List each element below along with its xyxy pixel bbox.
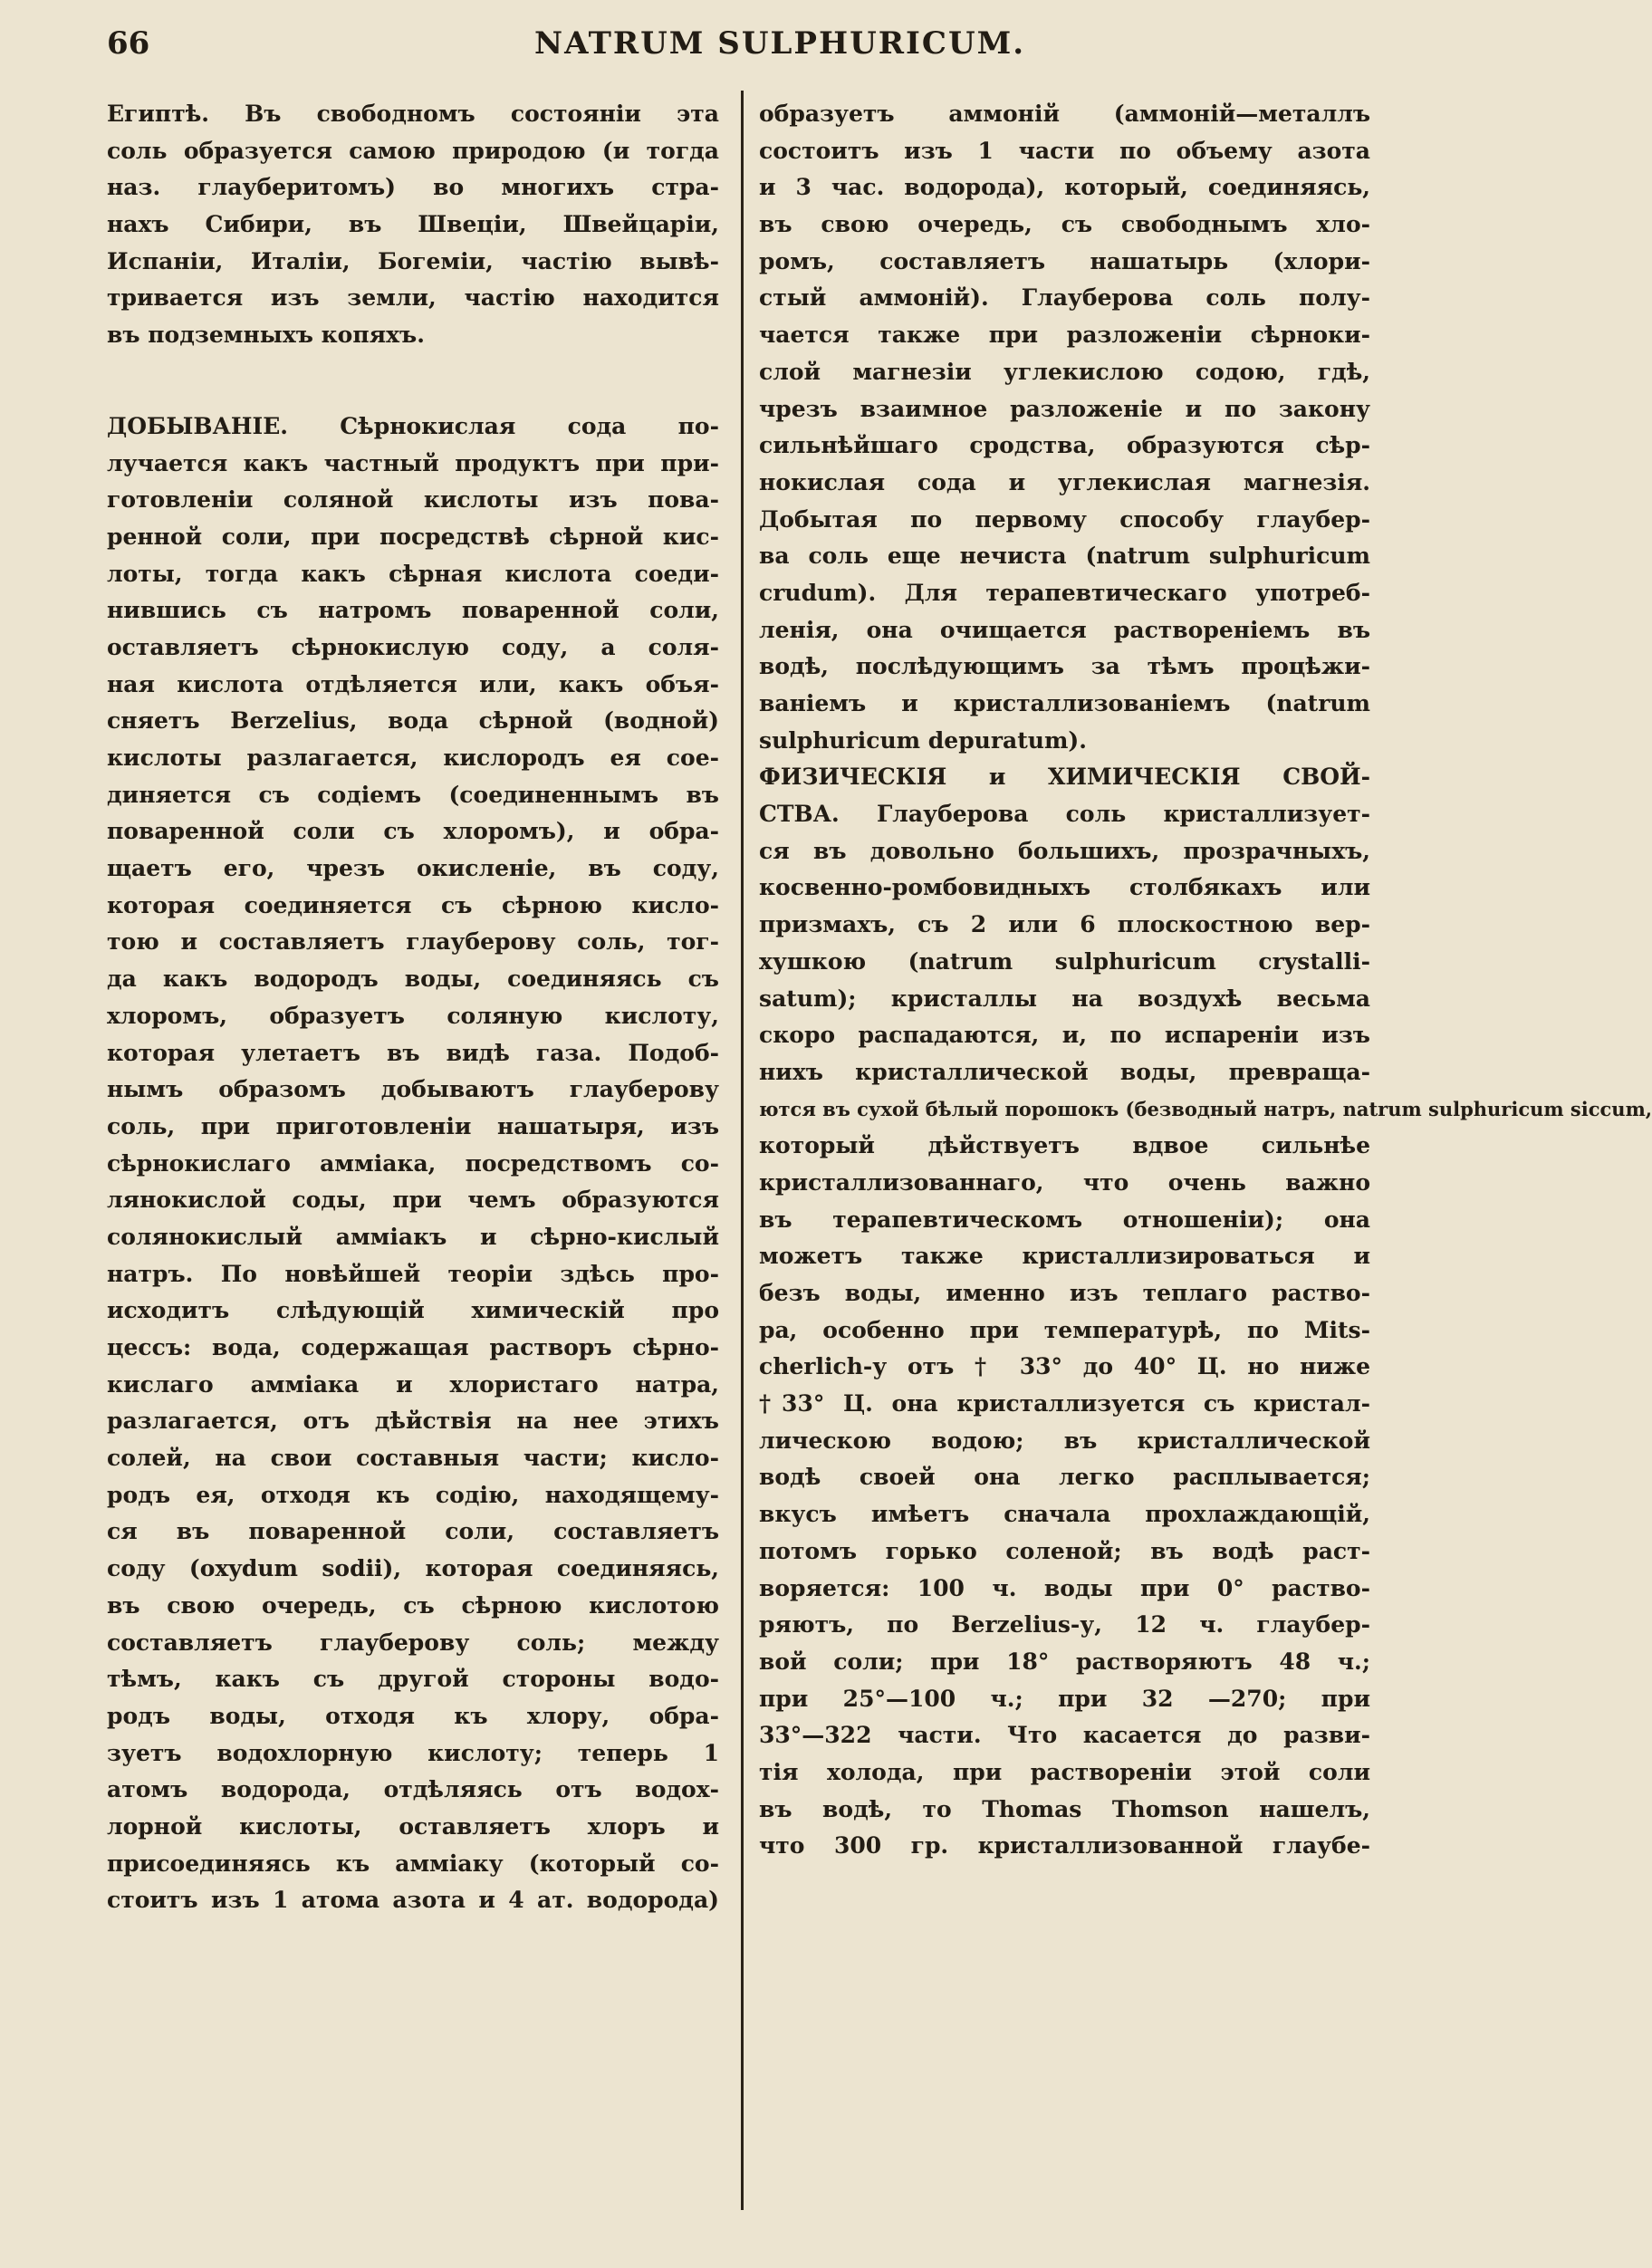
text-line: нымъ образомъ добываютъ глауберову (107, 1076, 719, 1103)
text-line: который дѣйствуетъ вдвое сильнѣе (759, 1132, 1370, 1159)
text-line: состоитъ изъ 1 части по объему азота (759, 137, 1370, 164)
page-number: 66 (107, 25, 150, 62)
text-line: тривается изъ земли, частiю находится (107, 284, 719, 312)
text-line: въ свою очередь, съ свободнымъ хло- (759, 211, 1370, 238)
column-divider (741, 91, 744, 2210)
text-line: разлагается, отъ дѣйствiя на нее этихъ (107, 1408, 719, 1435)
text-line: нихъ кристаллической воды, превраща- (759, 1058, 1370, 1085)
text-line: при 25°—100 ч.; при 32 —270; при (759, 1685, 1370, 1712)
text-line: наз. глауберитомъ) во многихъ стра- (107, 174, 719, 201)
text-line: можетъ также кристаллизироваться и (759, 1243, 1370, 1270)
text-line: лучается какъ частный продуктъ при при- (107, 449, 719, 476)
text-line: водѣ своей она легко расплывается; (759, 1464, 1370, 1491)
text-line: диняется съ содiемъ (соединеннымъ въ (107, 781, 719, 808)
text-line: водѣ, послѣдующимъ за тѣмъ процѣжи- (759, 653, 1370, 680)
text-line: ся въ довольно большихъ, прозрачныхъ, (759, 837, 1370, 864)
right-column (759, 96, 1652, 1865)
text-line: атомъ водорода, отдѣляясь отъ водох- (107, 1776, 719, 1803)
text-line: ДОБЫВАНIЕ. Сѣрнокислая сода по- (107, 412, 719, 439)
paragraph-gap (107, 354, 719, 408)
text-line: Испанiи, Италiи, Богемiи, частiю вывѣ- (107, 247, 719, 274)
text-line: которая улетаетъ въ видѣ газа. Подоб- (107, 1039, 719, 1066)
text-line: хушкою (natrum sulphuricum crystalli- (759, 947, 1370, 975)
text-line: СТВА. Глауберова соль кристаллизует- (759, 801, 1370, 828)
text-line: нившись съ натромъ поваренной соли, (107, 597, 719, 624)
text-line: †33° Ц. она кристаллизуется съ кристал- (759, 1390, 1370, 1418)
text-line: нокислая сода и углекислая магнезiя. (759, 468, 1370, 495)
text-line: оставляетъ сѣрнокислую соду, а соля- (107, 633, 719, 660)
text-line: цессъ: вода, содержащая растворъ сѣрно- (107, 1334, 719, 1360)
text-line: призмахъ, съ 2 или 6 плоскостною вер- (759, 911, 1370, 938)
text-line: лянокислой соды, при чемъ образуются (107, 1187, 719, 1214)
text-line: сѣрнокислаго аммiака, посредствомъ со- (107, 1149, 719, 1177)
text-line: 33°—322 части. Что касается до разви- (759, 1722, 1370, 1749)
text-line: ряютъ, по Berzelius-у, 12 ч. глаубер- (759, 1611, 1370, 1639)
text-line: ренной соли, при посредствѣ сѣрной кис- (107, 523, 719, 550)
text-line: кристаллизованнаго, что очень важно (759, 1168, 1370, 1196)
running-head (0, 0, 1390, 72)
text-line: соль, при приготовленiи нашатыря, изъ (107, 1112, 719, 1139)
text-line: соду (oxydum sodii), которая соединяясь, (107, 1555, 719, 1582)
text-line: скоро распадаются, и, по испаренiи изъ (759, 1022, 1370, 1049)
text-line: ся въ поваренной соли, составляетъ (107, 1518, 719, 1545)
text-line: слой магнезiи углекислою содою, гдѣ, (759, 358, 1370, 385)
text-line: присоединяясь къ амміаку (который со- (107, 1850, 719, 1877)
text-line: вкусъ имѣетъ сначала прохлаждающiй, (759, 1501, 1370, 1528)
text-line: сняетъ Berzelius, вода сѣрной (водной) (107, 707, 719, 735)
text-line: исходитъ слѣдующiй химическiй про (107, 1297, 719, 1324)
text-line: да какъ водородъ воды, соединяясь съ (107, 966, 719, 993)
text-line: въ свою очередь, съ сѣрною кислотою (107, 1591, 719, 1619)
text-line: соль образуется самою природою (и тогда (107, 137, 719, 164)
text-line: нахъ Сибири, въ Швецiи, Швейцарiи, (107, 211, 719, 238)
text-line: и 3 час. водорода), который, соединяясь, (759, 174, 1370, 201)
text-line: стоитъ изъ 1 атома азота и 4 ат. водорода) (107, 1887, 719, 1914)
section-heading: ФИЗИЧЕСКIЯ и ХИМИЧЕСКIЯ СВОЙ- (759, 764, 1370, 791)
text-line: стый аммонiй). Глауберова соль полу- (759, 284, 1370, 312)
text-line: поваренной соли съ хлоромъ), и обра- (107, 818, 719, 845)
text-line: кислоты разлагается, кислородъ ея сое- (107, 745, 719, 771)
text-line: кислаго амміака и хлористаго натра, (107, 1370, 719, 1398)
text-line: сильнѣйшаго сродства, образуются сѣр- (759, 432, 1370, 459)
text-line: лическою водою; въ кристаллической (759, 1427, 1370, 1454)
text-line: солянокислый аммiакъ и сѣрно-кислый (107, 1223, 719, 1250)
text-line: въ подземныхъ копяхъ. (107, 322, 425, 349)
text-line: солей, на свои составныя части; кисло- (107, 1445, 719, 1472)
text-line: потомъ горько соленой; въ водѣ раст- (759, 1537, 1370, 1564)
paragraph-occurrence (107, 96, 719, 354)
text-line: Добытая по первому способу глаубер- (759, 505, 1370, 533)
text-line: образуетъ аммонiй (аммонiй—металлъ (759, 101, 1370, 127)
text-line: готовленiи соляной кислоты изъ пова- (107, 486, 719, 514)
left-column (107, 96, 719, 1919)
text-line: хлоромъ, образуетъ соляную кислоту, (107, 1002, 719, 1029)
text-line: безъ воды, именно изъ теплаго раство- (759, 1280, 1370, 1306)
text-line: ромъ, составляетъ нашатырь (хлори- (759, 247, 1370, 274)
paragraph-extraction (107, 408, 719, 1919)
text-line: косвенно-ромбовидныхъ столбякахъ или (759, 874, 1370, 901)
text-line: щаетъ его, чрезъ окисленiе, въ соду, (107, 855, 719, 882)
text-line: тiя холода, при растворенiи этой соли (759, 1758, 1370, 1785)
text-line: Египтѣ. Въ свободномъ состоянiи эта (107, 101, 719, 127)
text-line: sulphuricum depuratum). (759, 726, 1087, 754)
text-line: satum); кристаллы на воздухѣ весьма (759, 985, 1370, 1012)
text-line: зуетъ водохлорную кислоту; теперь 1 (107, 1739, 719, 1766)
text-line: тѣмъ, какъ съ другой стороны водо- (107, 1666, 719, 1693)
text-line: лоты, тогда какъ сѣрная кислота соеди- (107, 560, 719, 587)
text-line: родъ воды, отходя къ хлору, обра- (107, 1702, 719, 1729)
running-title: NATRUM SULPHURICUM. (534, 25, 1026, 62)
text-line: что 300 гр. кристаллизованной глаубе- (759, 1832, 1370, 1860)
text-line: вой соли; при 18° растворяютъ 48 ч.; (759, 1648, 1370, 1675)
text-line: въ водѣ, то Thomas Thomson нашелъ, (759, 1795, 1370, 1822)
text-line: ная кислота отдѣляется или, какъ объя- (107, 670, 719, 697)
text-line: натръ. По новѣйшей теорiи здѣсь про- (107, 1260, 719, 1287)
text-line: чрезъ взаимное разложенiе и по закону (759, 395, 1370, 422)
text-line: crudum). Для терапевтическаго употреб- (759, 579, 1370, 606)
text-line: составляетъ глауберову соль; между (107, 1629, 719, 1656)
text-line: тою и составляетъ глауберову соль, тог- (107, 928, 719, 956)
text-line: ленiя, она очищается растворенiемъ въ (759, 616, 1370, 643)
text-line: ва соль еще нечиста (natrum sulphuricum (759, 543, 1370, 570)
text-line: въ терапевтическомъ отношенiи); она (759, 1206, 1370, 1233)
text-line: воряется: 100 ч. воды при 0° раство- (759, 1574, 1370, 1601)
text-line: лорной кислоты, оставляетъ хлоръ и (107, 1812, 719, 1840)
text-line: которая соединяется съ сѣрною кисло- (107, 891, 719, 918)
text-line: чается также при разложенiи сѣрноки- (759, 322, 1370, 349)
text-line: ванiемъ и кристаллизованiемъ (natrum (759, 690, 1370, 716)
text-line: ются въ сухой бѣлый порошокъ (безводный натръ, natrum sulphuricum siccum, (759, 1097, 1652, 1120)
text-line: ра, особенно при температурѣ, по Mits- (759, 1316, 1370, 1343)
text-line: cherlich-у отъ † 33° до 40° Ц. но ниже (759, 1353, 1370, 1380)
text-line: родъ ея, отходя къ содiю, находящему- (107, 1481, 719, 1508)
